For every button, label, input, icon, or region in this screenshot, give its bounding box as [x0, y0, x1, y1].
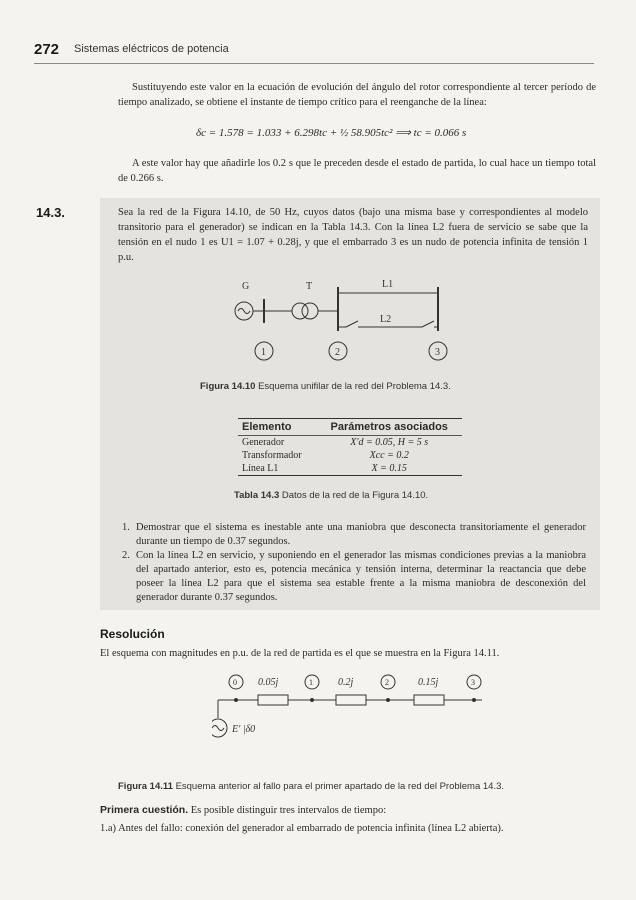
- problem-item-1: [122, 521, 586, 549]
- running-title: Sistemas eléctricos de potencia: [74, 43, 229, 55]
- table-header-element: Elemento: [238, 419, 316, 436]
- transformer-symbol: [292, 303, 318, 319]
- table-row: [238, 462, 462, 476]
- node-2-label: 2: [335, 347, 340, 358]
- first-question-label: Primera cuestión.: [100, 804, 189, 816]
- figure-14-10-caption-text: Esquema unifilar de la red del Problema 14.3.: [258, 381, 451, 392]
- item-number: 2.: [122, 550, 130, 561]
- reactance-label: 0.05j: [258, 677, 279, 688]
- table-row: [238, 436, 462, 450]
- page-number: 272: [34, 41, 60, 58]
- total-time-paragraph: A este valor hay que añadirle los 0.2 s que le preceden desde el estado de partida, lo cual hace un tiempo total de 0.266 s.: [118, 158, 596, 184]
- reactance-label: 0.15j: [418, 677, 439, 688]
- single-line-diagram: [228, 277, 468, 367]
- source-symbol: [212, 719, 227, 737]
- line1-label: L1: [382, 279, 394, 290]
- figure-14-10-caption-label: Figura 14.10: [200, 381, 256, 392]
- resolution-title: Resolución: [100, 627, 165, 641]
- item-text: Con la línea L2 en servicio, y suponiendo en el generador las mismas condiciones previas a la maniobra del apartado anterior, esto es, potencia mecánica y tensión interna, determinar la reactancia que debe poseer la línea L2 para que el sistema sea estable frente a la misma maniobra de desconexión del generador durante 0.37 segundos.: [136, 550, 586, 603]
- resolution-paragraph: El esquema con magnitudes en p.u. de la red de partida es el que se muestra en la Figura 14.11.: [100, 648, 500, 659]
- figure-14-11-caption-text: Esquema anterior al fallo para el primer apartado de la red del Problema 14.3.: [175, 781, 505, 792]
- table-cell: Generador: [242, 437, 285, 448]
- reactance-label: 0.2j: [338, 677, 354, 688]
- table-cell: Xcc = 0.2: [369, 450, 409, 461]
- node-2-label: 2: [385, 678, 389, 687]
- item-number: 1.: [122, 522, 130, 533]
- problem-statement: Sea la red de la Figura 14.10, de 50 Hz, cuyos datos (bajo una misma base y correspondientes al modelo transitorio para el generador) se indican en la Tabla 14.3. Con la línea L2 fuera de servicio se sabe que la tensión en el nudo 1 es U1 = 1.07 + 0.28j, y que el embarrado 3 es un nudo de potencia infinita de tensión 1 p.u.: [118, 207, 588, 263]
- node-0-label: 0: [233, 678, 237, 687]
- table-header-parameters: Parámetros asociados: [316, 419, 462, 436]
- problem-item-2: [122, 549, 586, 605]
- source-label: E' |δ0: [232, 724, 256, 735]
- intro-paragraph: Sustituyendo este valor en la ecuación de evolución del ángulo del rotor correspondiente al tercer período de tiempo analizado, se obtiene el instante de tiempo crítico para el reenganche de la línea:: [118, 82, 596, 108]
- figure-14-11-caption: [118, 781, 504, 792]
- table-14-3-caption-label: Tabla 14.3: [234, 490, 280, 501]
- node-1-label: 1: [261, 347, 266, 358]
- transformer-label: T: [306, 281, 313, 292]
- network-data-table: [238, 418, 462, 476]
- item-1a: 1.a) Antes del fallo: conexión del generador al embarrado de potencia infinita (línea L2 abierta).: [100, 823, 504, 834]
- table-14-3-caption: [234, 490, 428, 501]
- reactance-symbols: [258, 695, 444, 705]
- table-cell: X'd = 0.05, H = 5 s: [350, 437, 429, 448]
- table-14-3-caption-text: Datos de la red de la Figura 14.10.: [281, 490, 429, 501]
- generator-symbol: [235, 302, 253, 320]
- table-cell: Transformador: [242, 450, 302, 461]
- table-cell: X = 0.15: [316, 462, 462, 476]
- table-row: [238, 449, 462, 462]
- node-3-label: 3: [435, 347, 440, 358]
- node-3-label: 3: [471, 678, 475, 687]
- node-1-label: 1: [309, 678, 313, 687]
- first-question: [100, 803, 600, 818]
- page-header: [34, 41, 594, 63]
- figure-14-11-caption-label: Figura 14.11: [118, 781, 173, 792]
- first-question-text: Es posible distinguir tres intervalos de tiempo:: [190, 805, 387, 816]
- item-text: Demostrar que el sistema es inestable ante una maniobra que desconecta transitoriamente el generador durante un tiempo de 0.37 segundos.: [136, 522, 586, 547]
- table-cell: Línea L1: [238, 462, 316, 476]
- critical-time-equation: δc = 1.578 = 1.033 + 6.298tc + ½ 58.905tc² ⟹ tc = 0.066 s: [196, 127, 467, 139]
- line2-label: L2: [380, 314, 392, 325]
- pu-equivalent-circuit: [212, 670, 492, 750]
- problem-number: 14.3.: [36, 205, 65, 220]
- figure-14-10-caption: [200, 381, 451, 392]
- generator-label: G: [242, 281, 250, 292]
- header-rule: [34, 63, 594, 64]
